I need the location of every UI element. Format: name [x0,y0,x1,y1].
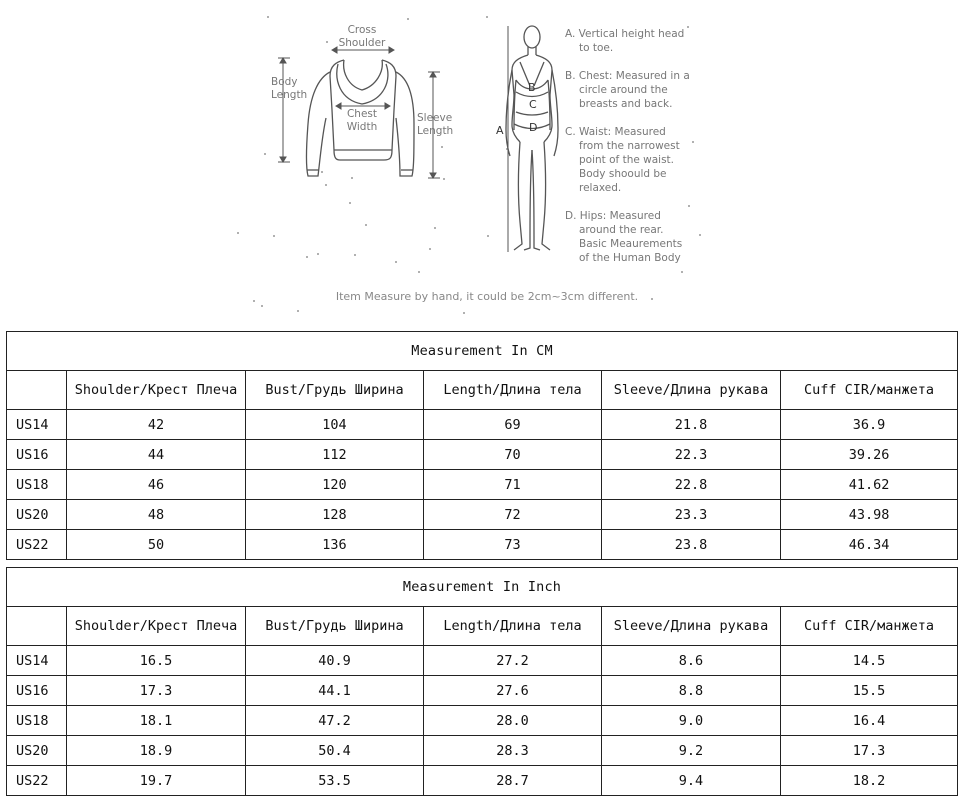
length-cell: 69 [424,410,602,440]
table-row [7,706,958,736]
shoulder-cell: 48 [67,500,246,530]
chest-width-label-line: Width [346,121,378,133]
header-bust: Bust/Грудь Ширина [246,371,424,410]
bust-cell: 120 [246,470,424,500]
description-line: B. Chest: Measured in a [565,70,690,82]
measure-footnote: Item Measure by hand, it could be 2cm~3cm different. [335,290,639,303]
size-cell: US18 [7,470,67,500]
cuff-cell: 16.4 [781,706,958,736]
length-cell: 28.3 [424,736,602,766]
shoulder-cell: 50 [67,530,246,560]
header-shoulder: Shoulder/Крест Плеча [67,607,246,646]
size-cell: US14 [7,410,67,440]
body-length-label-line: Length [271,89,308,101]
sleeve-cell: 9.4 [602,766,781,796]
measurement-illustration [0,0,962,322]
bust-cell: 47.2 [246,706,424,736]
body-length-label-line: Body [271,76,298,88]
table-row [7,410,958,440]
shoulder-cell: 46 [67,470,246,500]
chest-width-label-line: Chest [346,108,378,120]
description-line: D. Hips: Measured [565,210,661,222]
cross-shoulder-label [331,24,393,50]
cuff-cell: 39.26 [781,440,958,470]
table-title-row [7,568,958,607]
table-row [7,440,958,470]
description-line: of the Human Body [579,252,681,264]
bust-cell: 136 [246,530,424,560]
cuff-cell: 43.98 [781,500,958,530]
bust-cell: 53.5 [246,766,424,796]
length-cell: 70 [424,440,602,470]
description-line: Body shoould be [579,168,667,180]
description-line: breasts and back. [579,98,673,110]
size-cell: US16 [7,676,67,706]
size-table-cm [6,331,958,560]
header-size [7,607,67,646]
length-cell: 27.2 [424,646,602,676]
body-letter-d: D [529,121,538,134]
sleeve-length-label-line: Sleeve [417,112,453,124]
description-line: C. Waist: Measured [565,126,666,138]
header-size [7,371,67,410]
length-cell: 73 [424,530,602,560]
body-length-label [271,76,307,102]
table-title: Measurement In Inch [7,568,958,607]
sleeve-cell: 9.2 [602,736,781,766]
chest-width-label [338,108,386,134]
table-row [7,500,958,530]
size-cell: US14 [7,646,67,676]
table-row [7,646,958,676]
header-sleeve: Sleeve/Длина рукава [602,607,781,646]
length-cell: 28.0 [424,706,602,736]
length-cell: 27.6 [424,676,602,706]
description-d [565,209,700,265]
header-shoulder: Shoulder/Крест Плеча [67,371,246,410]
cross-shoulder-label-line: Shoulder [338,37,386,49]
header-length: Length/Длина тела [424,371,602,410]
cuff-cell: 18.2 [781,766,958,796]
table-row [7,530,958,560]
cross-shoulder-label-line: Cross [347,24,377,36]
table-row [7,470,958,500]
cuff-cell: 15.5 [781,676,958,706]
size-cell: US20 [7,736,67,766]
body-figure-drawing [506,26,558,250]
sleeve-length-label-line: Length [417,125,454,137]
sleeve-cell: 8.8 [602,676,781,706]
sleeve-cell: 9.0 [602,706,781,736]
shoulder-cell: 42 [67,410,246,440]
table-row [7,676,958,706]
body-letter-a: A [496,124,504,137]
description-line: circle around the [579,84,668,96]
description-line: A. Vertical height head [565,28,685,40]
table-header-row [7,607,958,646]
length-cell: 71 [424,470,602,500]
header-bust: Bust/Грудь Ширина [246,607,424,646]
cuff-cell: 17.3 [781,736,958,766]
shoulder-cell: 17.3 [67,676,246,706]
bust-cell: 44.1 [246,676,424,706]
header-cuff: Cuff CIR/манжета [781,607,958,646]
shoulder-cell: 19.7 [67,766,246,796]
description-line: from the narrowest [579,140,680,152]
bust-cell: 50.4 [246,736,424,766]
description-a [565,27,700,55]
sleeve-cell: 22.8 [602,470,781,500]
description-line: around the rear. [579,224,664,236]
description-line: relaxed. [579,182,622,194]
header-sleeve: Sleeve/Длина рукава [602,371,781,410]
table-row [7,736,958,766]
description-c [565,125,700,195]
description-b [565,69,700,111]
cuff-cell: 14.5 [781,646,958,676]
size-cell: US22 [7,530,67,560]
sleeve-length-label [417,112,453,138]
cuff-cell: 36.9 [781,410,958,440]
size-cell: US18 [7,706,67,736]
cuff-cell: 46.34 [781,530,958,560]
length-cell: 72 [424,500,602,530]
description-line: Basic Meaurements [579,238,683,250]
cuff-cell: 41.62 [781,470,958,500]
bust-cell: 112 [246,440,424,470]
body-letter-c: C [529,98,537,111]
header-length: Length/Длина тела [424,607,602,646]
bust-cell: 40.9 [246,646,424,676]
table-header-row [7,371,958,410]
size-table-inch [6,567,958,796]
shoulder-cell: 44 [67,440,246,470]
bust-cell: 128 [246,500,424,530]
table-row [7,766,958,796]
illustration-drawing [0,0,962,322]
description-line: point of the waist. [579,154,675,166]
sleeve-cell: 23.3 [602,500,781,530]
shoulder-cell: 18.1 [67,706,246,736]
size-cell: US22 [7,766,67,796]
sleeve-cell: 22.3 [602,440,781,470]
length-cell: 28.7 [424,766,602,796]
shoulder-cell: 16.5 [67,646,246,676]
sleeve-cell: 21.8 [602,410,781,440]
header-cuff: Cuff CIR/манжета [781,371,958,410]
sleeve-cell: 23.8 [602,530,781,560]
bust-cell: 104 [246,410,424,440]
sleeve-cell: 8.6 [602,646,781,676]
shoulder-cell: 18.9 [67,736,246,766]
description-line: to toe. [579,42,614,54]
body-letter-b: B [528,81,536,94]
size-cell: US16 [7,440,67,470]
size-cell: US20 [7,500,67,530]
table-title: Measurement In CM [7,332,958,371]
table-title-row [7,332,958,371]
